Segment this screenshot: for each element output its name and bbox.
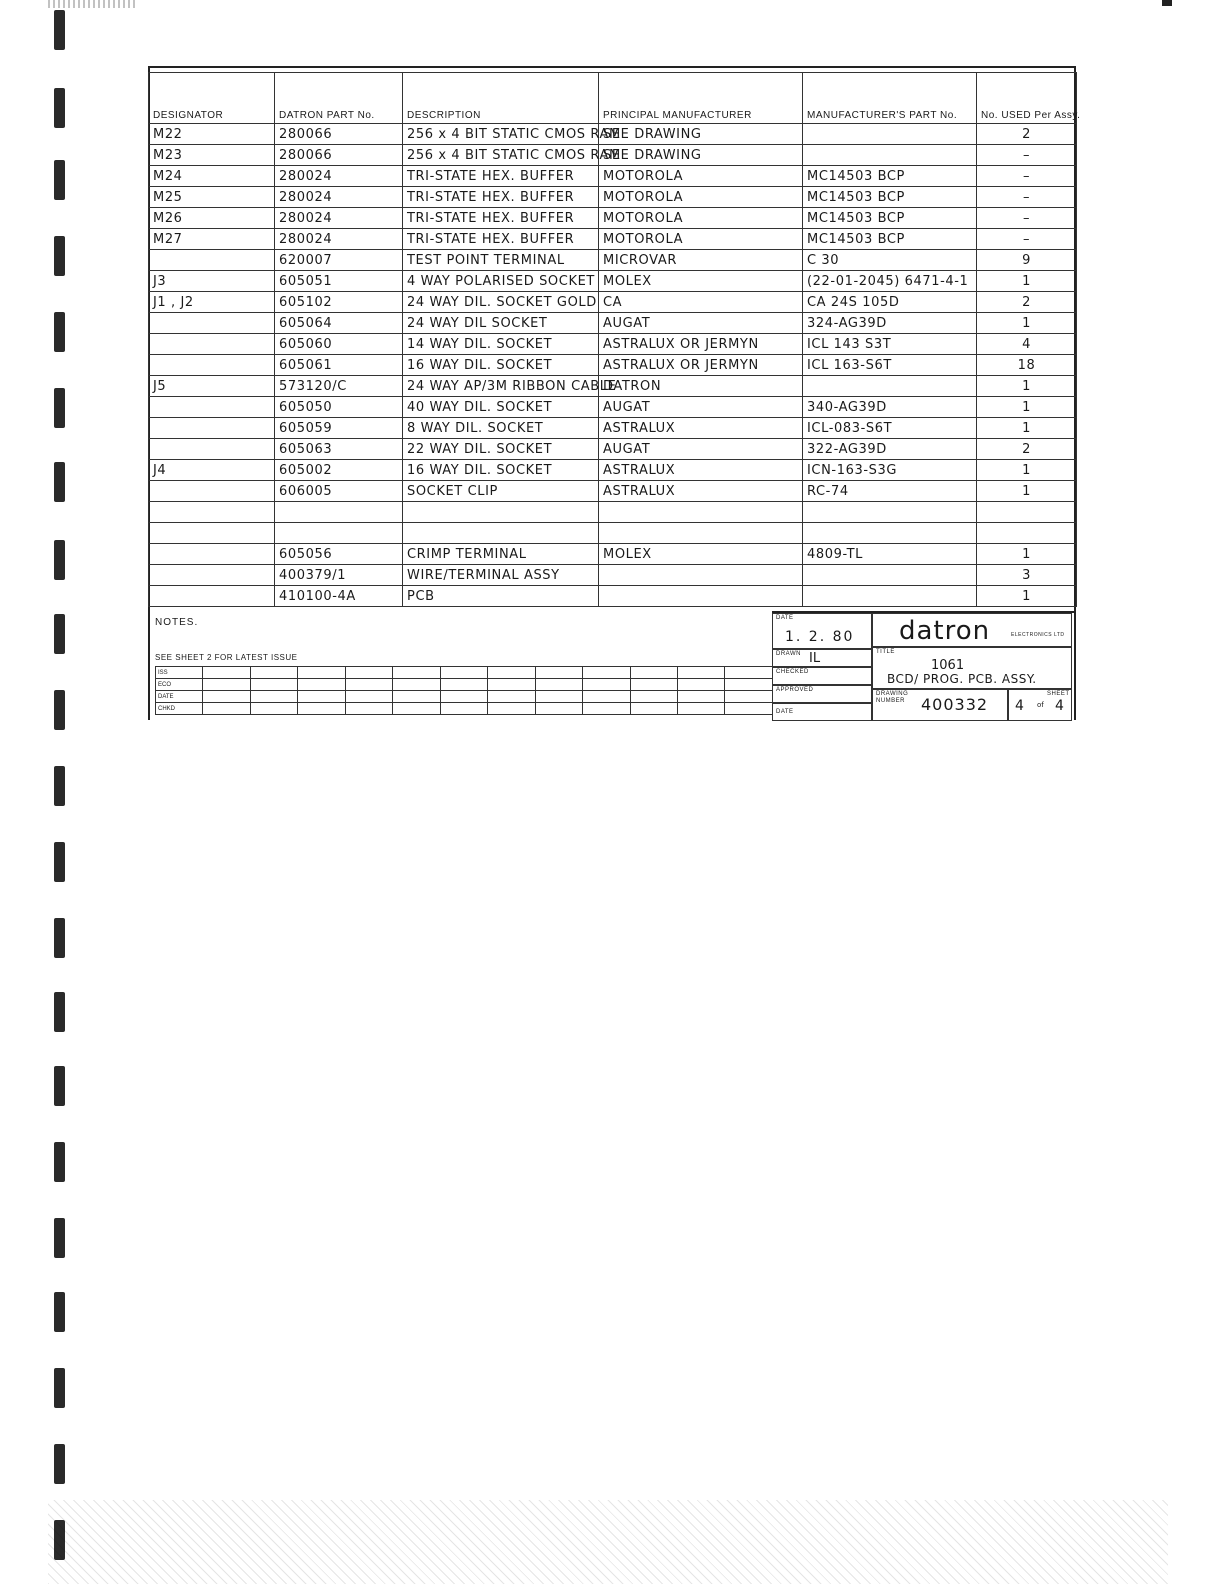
qty-cell: 3 — [977, 565, 1077, 586]
mfr-part-cell — [803, 124, 977, 145]
datron-part-cell: 605060 — [275, 334, 403, 355]
description-cell: 256 x 4 BIT STATIC CMOS RAM — [403, 124, 599, 145]
binder-hole — [54, 614, 65, 654]
table-row — [149, 481, 1077, 502]
qty-cell: – — [977, 187, 1077, 208]
datron-part-cell: 620007 — [275, 250, 403, 271]
description-cell: CRIMP TERMINAL — [403, 544, 599, 565]
table-row — [149, 355, 1077, 376]
col-description: DESCRIPTION — [403, 73, 599, 124]
description-cell: 24 WAY AP/3M RIBBON CABLE — [403, 376, 599, 397]
description-cell: TRI-STATE HEX. BUFFER — [403, 208, 599, 229]
binder-hole — [54, 842, 65, 882]
datron-part-cell: 400379/1 — [275, 565, 403, 586]
mfr-part-cell: (22-01-2045) 6471-4-1 — [803, 271, 977, 292]
datron-part-cell: 280066 — [275, 145, 403, 166]
manufacturer-cell: CA — [599, 292, 803, 313]
issue-grid-label: ECO — [156, 679, 203, 691]
sheet-total: 4 — [1055, 698, 1064, 714]
mfr-part-cell: ICL-083-S6T — [803, 418, 977, 439]
designator-cell: M22 — [149, 124, 275, 145]
company-sub: ELECTRONICS LTD — [1011, 632, 1065, 638]
designator-cell — [149, 502, 275, 523]
parts-list-table — [148, 72, 1081, 607]
description-cell: 256 x 4 BIT STATIC CMOS RAM — [403, 145, 599, 166]
table-row — [149, 586, 1077, 607]
notes-label: NOTES. — [155, 617, 199, 628]
mfr-part-cell: C 30 — [803, 250, 977, 271]
datron-part-cell: 605056 — [275, 544, 403, 565]
mfr-part-cell: 322-AG39D — [803, 439, 977, 460]
table-row — [149, 271, 1077, 292]
issue-grid-label: DATE — [156, 691, 203, 703]
mfr-part-cell — [803, 502, 977, 523]
mfr-part-cell: RC-74 — [803, 481, 977, 502]
manufacturer-cell: ASTRALUX OR JERMYN — [599, 334, 803, 355]
description-cell: 4 WAY POLARISED SOCKET — [403, 271, 599, 292]
datron-part-cell: 573120/C — [275, 376, 403, 397]
manufacturer-cell: MICROVAR — [599, 250, 803, 271]
manufacturer-cell: ASTRALUX — [599, 460, 803, 481]
mfr-part-cell: MC14503 BCP — [803, 208, 977, 229]
qty-cell: 2 — [977, 124, 1077, 145]
description-cell: 22 WAY DIL. SOCKET — [403, 439, 599, 460]
datron-part-cell: 280024 — [275, 187, 403, 208]
manufacturer-cell: ASTRALUX OR JERMYN — [599, 355, 803, 376]
description-cell: PCB — [403, 586, 599, 607]
manufacturer-cell: MOTOROLA — [599, 166, 803, 187]
mfr-part-cell: 340-AG39D — [803, 397, 977, 418]
qty-cell: – — [977, 166, 1077, 187]
qty-cell: 4 — [977, 334, 1077, 355]
designator-cell: J3 — [149, 271, 275, 292]
table-row — [149, 565, 1077, 586]
designator-cell: J5 — [149, 376, 275, 397]
table-row — [149, 187, 1077, 208]
binder-hole — [54, 236, 65, 276]
manufacturer-cell: ASTRALUX — [599, 418, 803, 439]
company-logo: datron — [899, 616, 991, 646]
binder-holes — [50, 0, 70, 1584]
description-cell: 16 WAY DIL. SOCKET — [403, 460, 599, 481]
mfr-part-cell: CA 24S 105D — [803, 292, 977, 313]
table-row — [149, 523, 1077, 544]
table-row — [149, 460, 1077, 481]
description-cell: 16 WAY DIL. SOCKET — [403, 355, 599, 376]
manufacturer-cell: MOTOROLA — [599, 187, 803, 208]
table-row — [149, 292, 1077, 313]
table-row — [149, 502, 1077, 523]
datron-part-cell — [275, 502, 403, 523]
designator-cell — [149, 313, 275, 334]
manufacturer-cell: AUGAT — [599, 397, 803, 418]
mfr-part-cell — [803, 523, 977, 544]
date-value: 1. 2. 80 — [785, 629, 855, 645]
binder-hole — [54, 690, 65, 730]
title-block — [772, 611, 1074, 721]
datron-part-cell: 605102 — [275, 292, 403, 313]
description-cell — [403, 523, 599, 544]
manufacturer-cell: MOLEX — [599, 544, 803, 565]
sheet-number: 4 — [1015, 698, 1024, 714]
binder-hole — [54, 992, 65, 1032]
col-qty: No. USED Per Assy. — [977, 73, 1077, 124]
qty-cell: 1 — [977, 313, 1077, 334]
manufacturer-cell: SEE DRAWING — [599, 145, 803, 166]
datron-part-cell: 605051 — [275, 271, 403, 292]
mfr-part-cell: MC14503 BCP — [803, 187, 977, 208]
table-row — [149, 418, 1077, 439]
qty-cell: 1 — [977, 460, 1077, 481]
title-cell: TITLE 1061 BCD/ PROG. PCB. ASSY. — [872, 647, 1072, 689]
qty-cell: 1 — [977, 271, 1077, 292]
qty-cell: 1 — [977, 586, 1077, 607]
qty-cell: 2 — [977, 439, 1077, 460]
manufacturer-cell — [599, 523, 803, 544]
binder-hole — [54, 1444, 65, 1484]
datron-part-cell: 605064 — [275, 313, 403, 334]
mfr-part-cell — [803, 145, 977, 166]
issue-grid-label: CHKD — [156, 703, 203, 715]
datron-part-cell: 605002 — [275, 460, 403, 481]
scan-noise-top — [48, 0, 138, 8]
manufacturer-cell — [599, 502, 803, 523]
drawn-cell: DRAWN IL — [772, 649, 872, 667]
description-cell — [403, 502, 599, 523]
designator-cell — [149, 439, 275, 460]
binder-hole — [54, 1292, 65, 1332]
table-row — [149, 250, 1077, 271]
binder-hole — [54, 388, 65, 428]
table-row — [149, 208, 1077, 229]
datron-part-cell: 606005 — [275, 481, 403, 502]
binder-hole — [54, 10, 65, 50]
designator-cell: M24 — [149, 166, 275, 187]
table-row — [149, 439, 1077, 460]
qty-cell: 1 — [977, 544, 1077, 565]
qty-cell — [977, 523, 1077, 544]
approved-cell: APPROVED — [772, 685, 872, 703]
table-row — [149, 376, 1077, 397]
designator-cell — [149, 397, 275, 418]
scan-noise-bottom — [48, 1500, 1168, 1584]
datron-part-cell: 605050 — [275, 397, 403, 418]
col-datron-part: DATRON PART No. — [275, 73, 403, 124]
table-row — [149, 166, 1077, 187]
binder-hole — [54, 312, 65, 352]
notes-section — [148, 611, 1076, 719]
designator-cell — [149, 523, 275, 544]
designator-cell: M25 — [149, 187, 275, 208]
mfr-part-cell: ICL 163-S6T — [803, 355, 977, 376]
qty-cell: – — [977, 208, 1077, 229]
title-line-1: 1061 — [931, 658, 965, 673]
datron-part-cell: 280066 — [275, 124, 403, 145]
designator-cell: J1 , J2 — [149, 292, 275, 313]
binder-hole — [54, 918, 65, 958]
manufacturer-cell: AUGAT — [599, 313, 803, 334]
drawing-number: 400332 — [921, 695, 989, 714]
drawing-sheet — [148, 66, 1081, 720]
table-row — [149, 124, 1077, 145]
qty-cell: – — [977, 145, 1077, 166]
description-cell: TRI-STATE HEX. BUFFER — [403, 187, 599, 208]
mfr-part-cell: 324-AG39D — [803, 313, 977, 334]
description-cell: 24 WAY DIL SOCKET — [403, 313, 599, 334]
table-row — [149, 334, 1077, 355]
qty-cell: 1 — [977, 397, 1077, 418]
col-manufacturer: PRINCIPAL MANUFACTURER — [599, 73, 803, 124]
manufacturer-cell: SEE DRAWING — [599, 124, 803, 145]
datron-part-cell: 605059 — [275, 418, 403, 439]
designator-cell — [149, 355, 275, 376]
sheet-cell: SHEET 4 of 4 — [1008, 689, 1072, 721]
description-cell: TRI-STATE HEX. BUFFER — [403, 229, 599, 250]
mfr-part-cell — [803, 586, 977, 607]
date-cell: DATE 1. 2. 80 — [772, 613, 872, 649]
manufacturer-cell — [599, 586, 803, 607]
designator-cell — [149, 586, 275, 607]
latest-issue-note: SEE SHEET 2 FOR LATEST ISSUE — [155, 653, 298, 662]
datron-part-cell — [275, 523, 403, 544]
table-row — [149, 544, 1077, 565]
mfr-part-cell: MC14503 BCP — [803, 166, 977, 187]
description-cell: 8 WAY DIL. SOCKET — [403, 418, 599, 439]
company-cell — [872, 613, 1072, 647]
description-cell: SOCKET CLIP — [403, 481, 599, 502]
binder-hole — [54, 462, 65, 502]
datron-part-cell: 280024 — [275, 208, 403, 229]
col-mfr-part: MANUFACTURER'S PART No. — [803, 73, 977, 124]
designator-cell: M27 — [149, 229, 275, 250]
binder-hole — [54, 1142, 65, 1182]
qty-cell: 18 — [977, 355, 1077, 376]
binder-hole — [54, 766, 65, 806]
qty-cell: 1 — [977, 376, 1077, 397]
qty-cell: – — [977, 229, 1077, 250]
designator-cell — [149, 418, 275, 439]
drawn-value: IL — [809, 651, 821, 666]
description-cell: 40 WAY DIL. SOCKET — [403, 397, 599, 418]
manufacturer-cell: MOLEX — [599, 271, 803, 292]
manufacturer-cell: AUGAT — [599, 439, 803, 460]
drawing-number-cell: DRAWING NUMBER 400332 — [872, 689, 1008, 721]
description-cell: WIRE/TERMINAL ASSY — [403, 565, 599, 586]
parts-list-body — [149, 124, 1077, 607]
qty-cell — [977, 502, 1077, 523]
binder-hole — [54, 1368, 65, 1408]
table-row — [149, 313, 1077, 334]
description-cell: 14 WAY DIL. SOCKET — [403, 334, 599, 355]
designator-cell: J4 — [149, 460, 275, 481]
datron-part-cell: 605061 — [275, 355, 403, 376]
table-row — [149, 229, 1077, 250]
manufacturer-cell: MOTOROLA — [599, 229, 803, 250]
description-cell: TEST POINT TERMINAL — [403, 250, 599, 271]
issue-grid-label: ISS — [156, 667, 203, 679]
datron-part-cell: 410100-4A — [275, 586, 403, 607]
datron-part-cell: 605063 — [275, 439, 403, 460]
mfr-part-cell: ICL 143 S3T — [803, 334, 977, 355]
qty-cell: 9 — [977, 250, 1077, 271]
manufacturer-cell: ASTRALUX — [599, 481, 803, 502]
binder-hole — [54, 160, 65, 200]
qty-cell: 1 — [977, 481, 1077, 502]
binder-hole — [54, 540, 65, 580]
description-cell: 24 WAY DIL. SOCKET GOLD — [403, 292, 599, 313]
table-row — [149, 145, 1077, 166]
qty-cell: 2 — [977, 292, 1077, 313]
mfr-part-cell: ICN-163-S3G — [803, 460, 977, 481]
corner-mark — [1162, 0, 1172, 6]
designator-cell: M23 — [149, 145, 275, 166]
mfr-part-cell — [803, 376, 977, 397]
issue-grid — [155, 666, 773, 715]
binder-hole — [54, 88, 65, 128]
mfr-part-cell: 4809-TL — [803, 544, 977, 565]
datron-part-cell: 280024 — [275, 166, 403, 187]
manufacturer-cell: DATRON — [599, 376, 803, 397]
col-designator: DESIGNATOR — [149, 73, 275, 124]
mfr-part-cell: MC14503 BCP — [803, 229, 977, 250]
designator-cell — [149, 544, 275, 565]
designator-cell — [149, 334, 275, 355]
binder-hole — [54, 1218, 65, 1258]
qty-cell: 1 — [977, 418, 1077, 439]
designator-cell — [149, 250, 275, 271]
designator-cell — [149, 481, 275, 502]
mfr-part-cell — [803, 565, 977, 586]
datron-part-cell: 280024 — [275, 229, 403, 250]
designator-cell — [149, 565, 275, 586]
manufacturer-cell: MOTOROLA — [599, 208, 803, 229]
binder-hole — [54, 1066, 65, 1106]
table-header — [149, 73, 1077, 124]
date2-cell: DATE — [772, 703, 872, 721]
manufacturer-cell — [599, 565, 803, 586]
checked-cell: CHECKED — [772, 667, 872, 685]
title-line-2: BCD/ PROG. PCB. ASSY. — [887, 672, 1037, 686]
description-cell: TRI-STATE HEX. BUFFER — [403, 166, 599, 187]
table-row — [149, 397, 1077, 418]
designator-cell: M26 — [149, 208, 275, 229]
